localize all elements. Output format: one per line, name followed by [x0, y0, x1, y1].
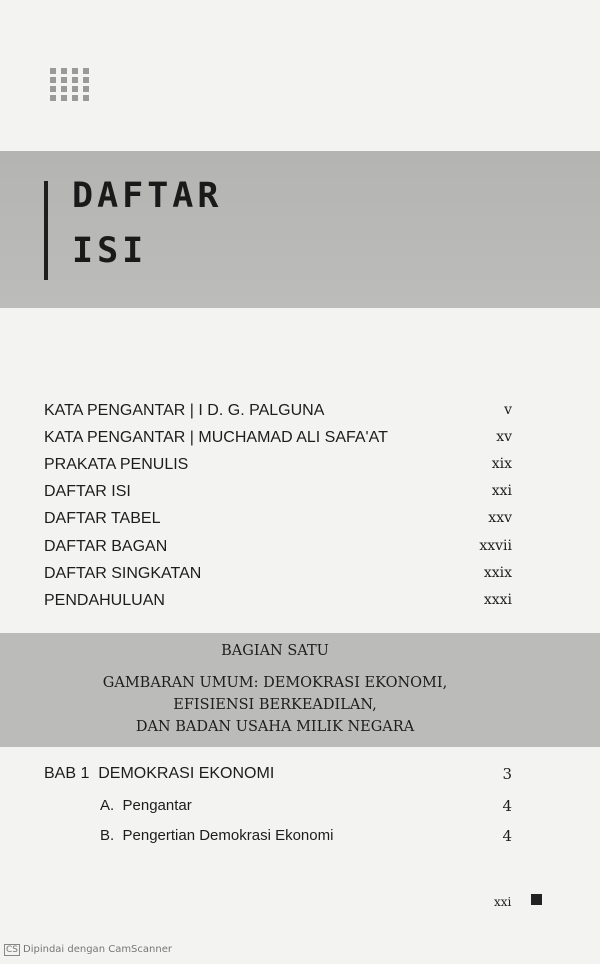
toc-entry [44, 538, 512, 562]
chapter-entry [44, 765, 512, 783]
footer-square-icon [531, 894, 542, 905]
toc-entry-page: xxxi [483, 592, 512, 608]
subsection-label: B. Pengertian Demokrasi Ekonomi [100, 827, 334, 844]
title-band [0, 151, 600, 308]
toc-entry [44, 429, 512, 453]
toc-entry [44, 483, 512, 507]
toc-entry-label: DAFTAR BAGAN [44, 538, 168, 555]
toc-entry-label: KATA PENGANTAR | MUCHAMAD ALI SAFA'AT [44, 429, 388, 446]
page-number: xxi [494, 895, 512, 909]
toc-entry-page: xv [496, 429, 512, 445]
toc-entry-page: v [504, 402, 512, 418]
section-part-label: BAGIAN SATU [221, 643, 329, 659]
chapter-label: BAB 1 DEMOKRASI EKONOMI [44, 765, 275, 782]
chapter-page: 3 [502, 765, 512, 783]
toc-entry [44, 565, 512, 589]
title-accent-bar [44, 181, 48, 280]
toc-entry [44, 592, 512, 616]
toc-entry-label: DAFTAR SINGKATAN [44, 565, 202, 582]
toc-entry-page: xix [491, 456, 512, 472]
section-title-line-2: EFISIENSI BERKEADILAN, [173, 697, 377, 713]
page-title-line-2: ISI [72, 231, 148, 271]
toc-entry-page: xxv [488, 510, 512, 526]
section-title-line-3: DAN BADAN USAHA MILIK NEGARA [135, 719, 415, 735]
toc-entry-page: xxi [491, 483, 512, 499]
scanner-watermark [4, 944, 172, 956]
toc-entry-page: xxix [483, 565, 512, 581]
toc-entry [44, 402, 512, 426]
subsection-entry [100, 797, 512, 814]
subsection-entry [100, 827, 512, 844]
toc-entry-label: PENDAHULUAN [44, 592, 165, 609]
section-title-line-1: GAMBARAN UMUM: DEMOKRASI EKONOMI, [102, 675, 448, 691]
subsection-label: A. Pengantar [100, 797, 192, 814]
toc-entry [44, 456, 512, 480]
subsection-page: 4 [502, 797, 512, 815]
toc-entry [44, 510, 512, 534]
toc-entry-label: KATA PENGANTAR | I D. G. PALGUNA [44, 402, 325, 419]
page-title-line-1: DAFTAR [72, 176, 223, 216]
decorative-dot-grid-icon [50, 68, 89, 101]
toc-entry-page: xxvii [479, 538, 512, 554]
toc-entry-label: DAFTAR ISI [44, 483, 131, 500]
scanner-text: Dipindai dengan CamScanner [23, 944, 172, 955]
camscanner-logo-icon: CS [6, 945, 18, 955]
subsection-page: 4 [502, 827, 512, 845]
toc-entry-label: DAFTAR TABEL [44, 510, 161, 527]
toc-entry-label: PRAKATA PENULIS [44, 456, 189, 473]
